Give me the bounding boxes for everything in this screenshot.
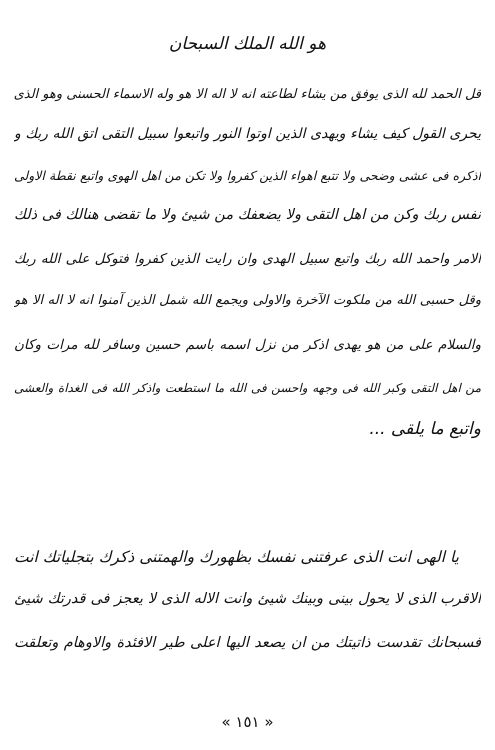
text-line: الاقرب الذى لا يحول بينى وبينك شيئ وانت الاله الذى لا يعجز فى قدرتك شيئ — [14, 591, 481, 607]
text-line: قل الحمد لله الذى يوفق من يشاء لطاعته انه لا اله الا هو وله الاسماء الحسنى وهو الذى — [14, 87, 481, 102]
text-line: والسلام على من هو يهدى اذكر من نزل اسمه باسم حسين وسافر لله مرات وكان — [14, 337, 481, 353]
text-line: فسبحانك تقدست ذاتيتك من ان يصعد اليها اعلى طير الافئدة والاوهام وتعلقت — [14, 635, 481, 651]
page-number: « ١٥١ » — [221, 713, 274, 731]
text-line: وقل حسبى الله من ملكوت الآخرة والاولى ويجمع الله شمل الذين آمنوا انه لا اله الا هو — [14, 293, 481, 308]
text-line: يا الهى انت الذى عرفتنى نفسك بظهورك والهمتنى ذكرك بتجلياتك انت — [14, 548, 459, 566]
text-line: يحرى القول كيف يشاء ويهدى الذين اوتوا النور واتبعوا سبيل التقى اتق الله ربك و — [14, 126, 481, 142]
text-line: الامر واحمد الله ربك واتبع سبيل الهدى وان رايت الذين كفروا فتوكل على الله ربك — [14, 251, 481, 267]
text-line: واتبع ما يلقى ... — [369, 419, 481, 439]
text-line: نفس ربك وكن من اهل التقى ولا يضعفك من شيئ ولا ما تقضى هنالك فى ذلك — [14, 207, 481, 223]
text-line: من اهل التقى وكبر الله فى وجهه واحسن فى الله ما استطعت واذكر الله فى الغداة والعشى — [14, 381, 481, 395]
page-heading: هو الله الملك السبحان — [168, 34, 327, 54]
text-line: اذكره فى عشى وضحى ولا تتبع اهواء الذين كفروا ولا تكن من اهل الهوى واتبع نقطة الاولى — [14, 168, 481, 183]
